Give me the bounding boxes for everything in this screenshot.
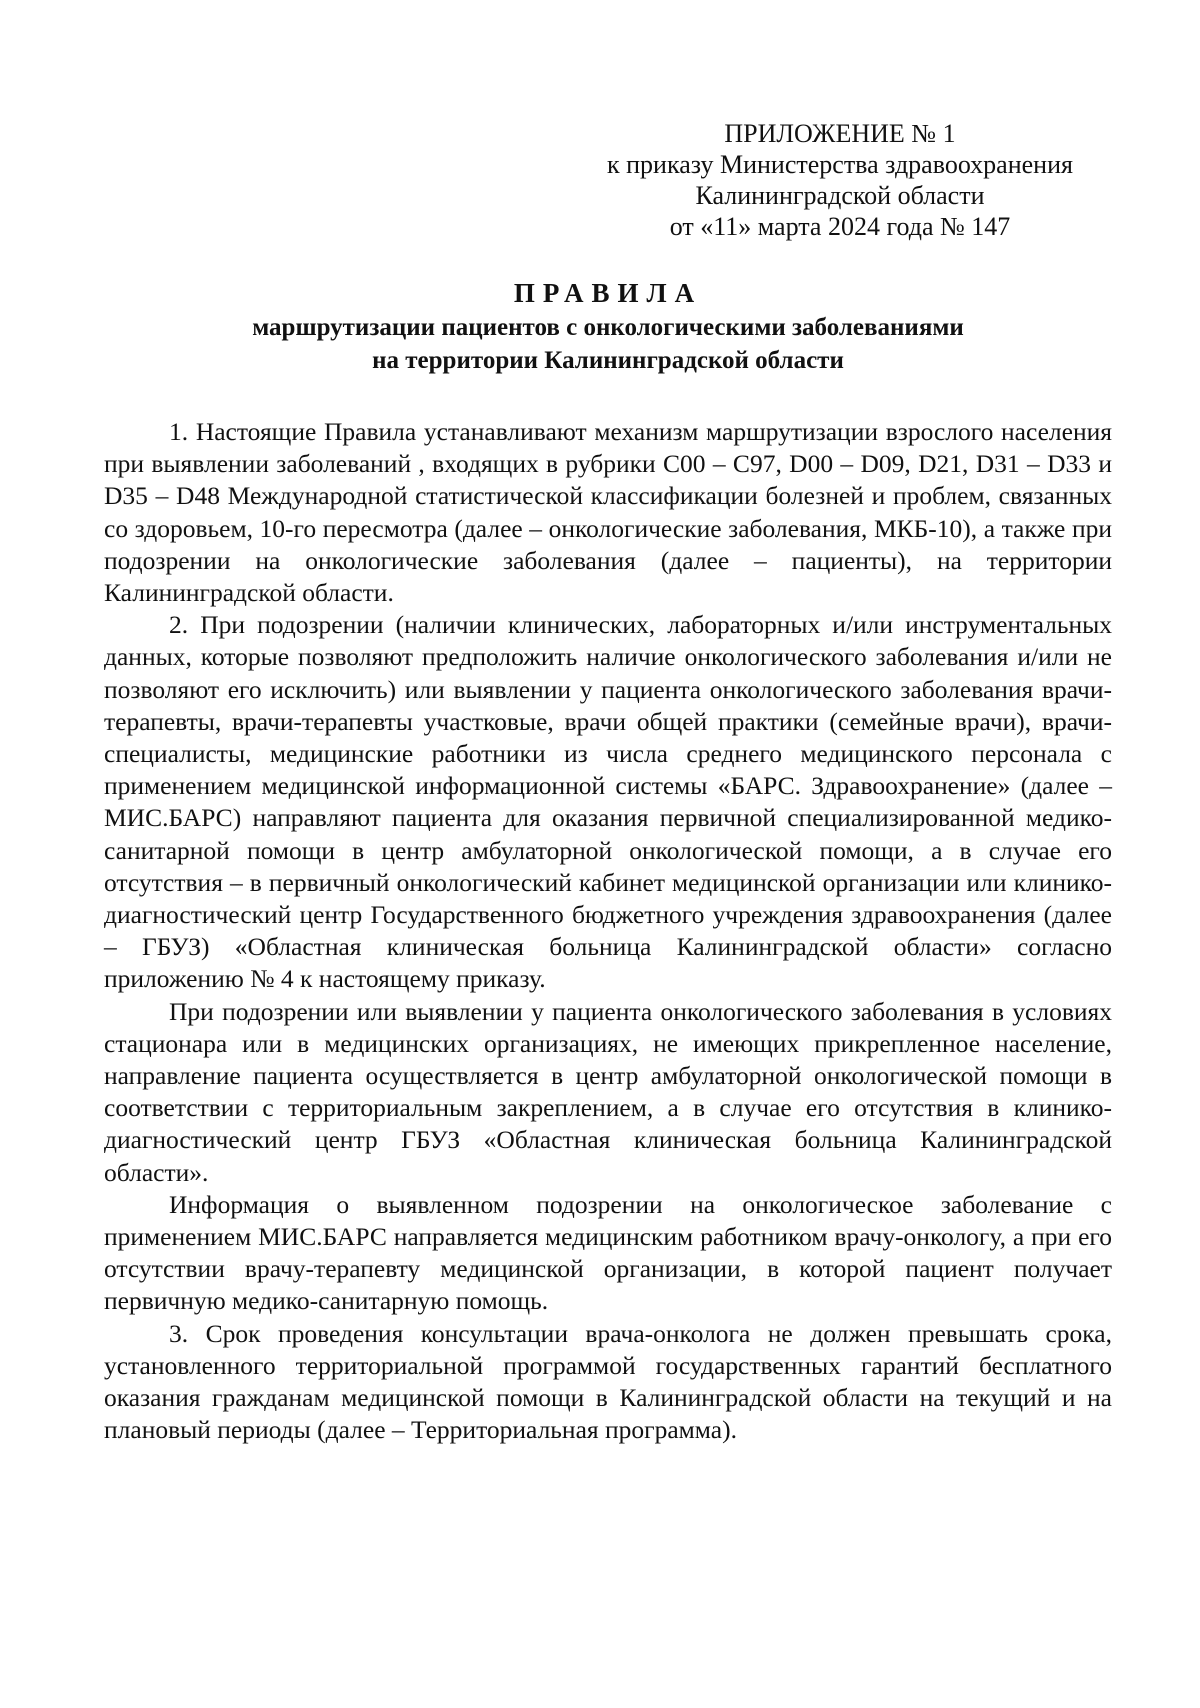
title-block <box>104 275 1112 377</box>
appendix-order-ref: к приказу Министерства здравоохранения <box>607 150 1073 179</box>
paragraph-5: 3. Срок проведения консультации врача-онколога не должен превышать срока, установленного территориальной программой государственных гарантий бесплатного оказания гражданам медицинской помощи в Калининградской области на текущий и на плановый периоды (далее – Территориальная программа). <box>104 1318 1112 1445</box>
paragraph-1: 1. Настоящие Правила устанавливают механизм маршрутизации взрослого населения при выявлении заболеваний , входящих в рубрики C00 – C97, D00 – D09, D21, D31 – D33 и D35 – D48 Международной статистической классификации болезней и проблем, связанных со здоровьем, 10-го пересмотра (далее – онкологические заболевания, МКБ-10), а также при подозрении на онкологические заболевания (далее – пациенты), на территории Калининградской области. <box>104 417 1112 608</box>
appendix-header <box>560 118 1120 242</box>
appendix-number: ПРИЛОЖЕНИЕ № 1 <box>724 119 956 148</box>
appendix-order-date: от «11» марта 2024 года № 147 <box>669 212 1011 241</box>
appendix-region: Калининградской области <box>695 181 985 210</box>
document-body <box>104 416 1112 1447</box>
document-subtitle-line-2: на территории Калининградской области <box>372 347 844 374</box>
document-title: ПРАВИЛА <box>513 278 703 308</box>
paragraph-2: 2. При подозрении (наличии клинических, лабораторных и/или инструментальных данных, которые позволяют предположить наличие онкологического заболевания и/или не позволяют его исключить) или выявлении у пациента онкологического заболевания врачи-терапевты, врачи-терапевты участковые, врачи общей практики (семейные врачи), врачи-специалисты, медицинские работники из числа среднего медицинского персонала с применением медицинской информационной системы «БАРС. Здравоохранение» (далее – МИС.БАРС) направляют пациента для оказания первичной специализированной медико-санитарной помощи в центр амбулаторной онкологической помощи, а в случае его отсутствия – в первичный онкологический кабинет медицинской организации или клинико-диагностический центр Государственного бюджетного учреждения здравоохранения (далее – ГБУЗ) «Областная клиническая больница Калининградской области» согласно приложению № 4 к настоящему приказу. <box>104 610 1112 994</box>
paragraph-3: При подозрении или выявлении у пациента онкологического заболевания в условиях стационара или в медицинских организациях, не имеющих прикрепленное население, направление пациента осуществляется в центр амбулаторной онкологической помощи в соответствии с территориальным закреплением, а в случае его отсутствия в клинико-диагностический центр ГБУЗ «Областная клиническая больница Калининградской области». <box>104 996 1112 1187</box>
document-subtitle-line-1: маршрутизации пациентов с онкологическими заболеваниями <box>252 314 964 341</box>
paragraph-4: Информация о выявленном подозрении на онкологическое заболевание с применением МИС.БАРС направляется медицинским работником врачу-онкологу, а при его отсутствии врачу-терапевту медицинской организации, в которой пациент получает первичную медико-санитарную помощь. <box>104 1189 1112 1316</box>
